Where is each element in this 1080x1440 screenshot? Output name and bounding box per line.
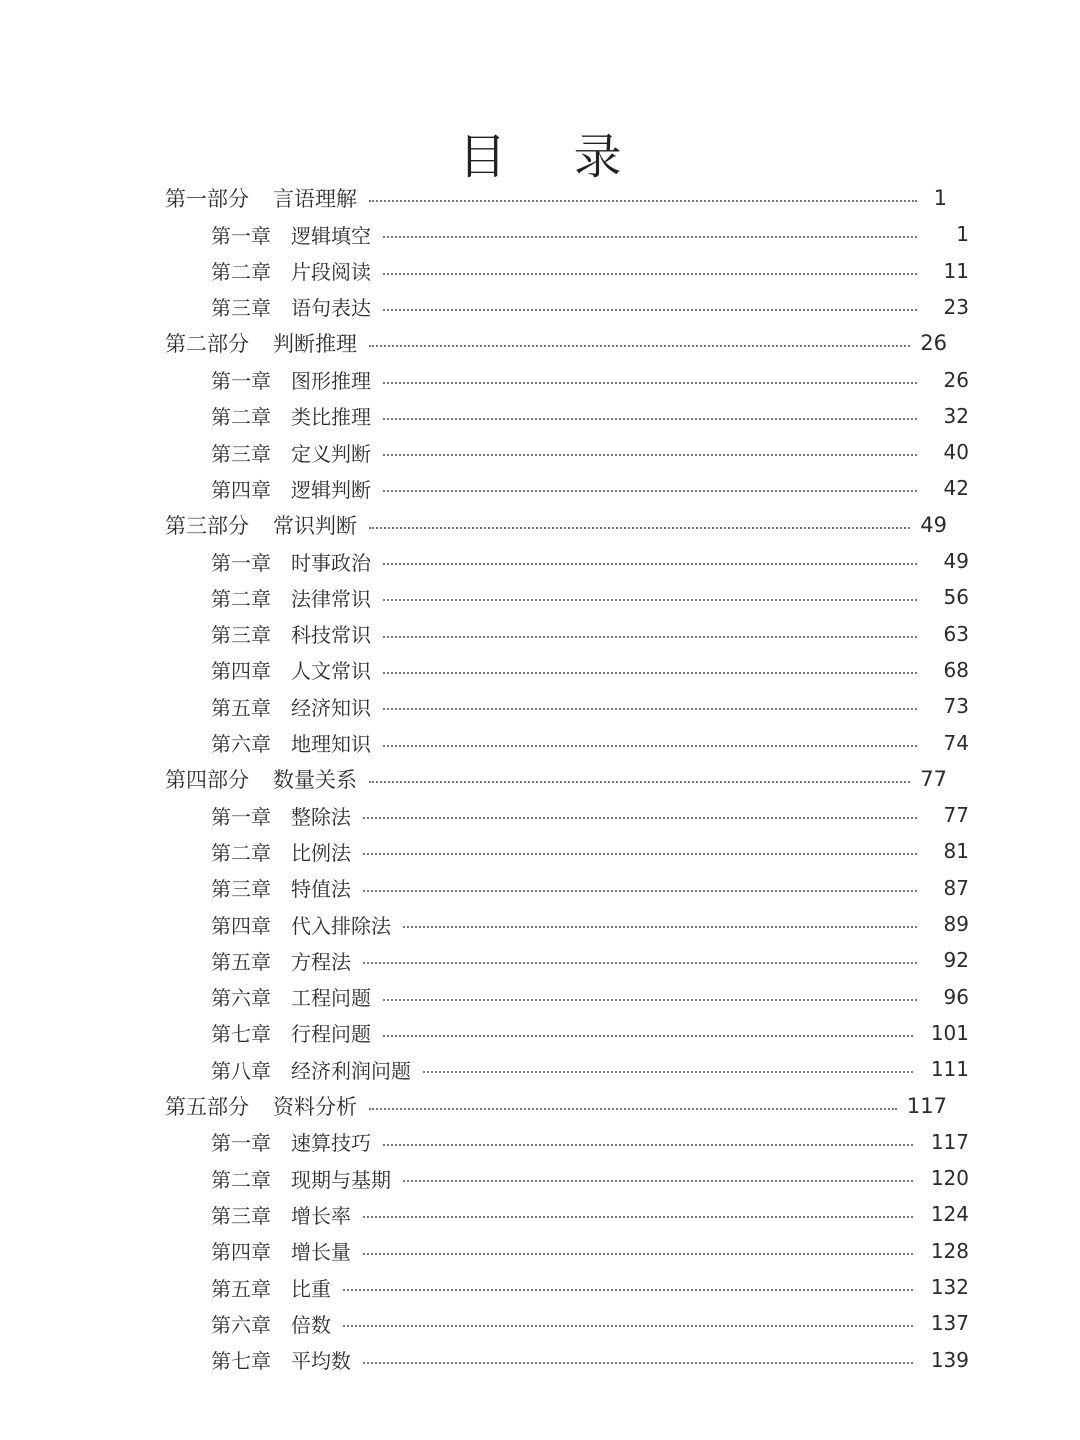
entry-title: 行程问题 [291, 1022, 371, 1047]
entry-title: 科技常识 [291, 623, 371, 648]
entry-title: 速算技巧 [291, 1131, 371, 1156]
toc-chapter-entry[interactable] [211, 1051, 969, 1087]
entry-number: 第三部分 [165, 513, 249, 538]
dot-leader [369, 1108, 897, 1110]
dot-leader [369, 527, 910, 529]
entry-number: 第二章 [211, 260, 271, 285]
toc-chapter-entry[interactable] [211, 216, 969, 252]
entry-page-number: 77 [920, 766, 947, 791]
entry-number: 第一章 [211, 1131, 271, 1156]
entry-number: 第六章 [211, 986, 271, 1011]
entry-title: 比例法 [291, 840, 351, 865]
entry-page-number: 117 [930, 1129, 969, 1154]
dot-leader [363, 1216, 913, 1218]
entry-page-number: 92 [943, 948, 969, 973]
entry-number: 第三章 [211, 441, 271, 466]
entry-page-number: 87 [943, 875, 969, 900]
toc-part-entry[interactable] [165, 1088, 947, 1124]
entry-number: 第二章 [211, 1167, 271, 1192]
dot-leader [363, 1253, 913, 1255]
entry-page-number: 23 [943, 294, 969, 319]
entry-number: 第四章 [211, 913, 271, 938]
entry-page-number: 40 [943, 440, 969, 465]
dot-leader [343, 1289, 913, 1291]
entry-number: 第四章 [211, 659, 271, 684]
entry-page-number: 11 [943, 258, 969, 283]
dot-leader [383, 1035, 913, 1037]
entry-page-number: 111 [930, 1057, 969, 1082]
entry-title: 逻辑填空 [291, 223, 371, 248]
toc-chapter-entry[interactable] [211, 1124, 969, 1160]
entry-page-number: 68 [943, 657, 969, 682]
toc-chapter-entry[interactable] [211, 543, 969, 579]
entry-number: 第一章 [211, 223, 271, 248]
dot-leader [369, 200, 917, 202]
page-title: 目 录 [458, 129, 648, 185]
entry-title: 法律常识 [291, 586, 371, 611]
toc-chapter-entry[interactable] [211, 797, 969, 833]
dot-leader [383, 999, 917, 1001]
entry-title: 地理知识 [291, 732, 371, 756]
dot-leader [383, 236, 917, 238]
dot-leader [363, 962, 917, 964]
dot-leader [383, 490, 917, 492]
entry-title: 判断推理 [273, 332, 357, 357]
entry-title: 经济知识 [291, 695, 371, 720]
entry-number: 第三章 [211, 877, 271, 902]
entry-page-number: 49 [943, 549, 969, 573]
entry-page-number: 56 [943, 585, 969, 610]
dot-leader [383, 309, 917, 311]
entry-title: 资料分析 [273, 1094, 357, 1119]
entry-number: 第三章 [211, 1203, 271, 1228]
toc-chapter-entry[interactable] [211, 652, 969, 688]
entry-page-number: 81 [943, 839, 969, 864]
entry-title: 常识判断 [273, 513, 357, 538]
toc-chapter-entry[interactable] [211, 289, 969, 325]
entry-number: 第六章 [211, 1312, 271, 1337]
entry-title: 时事政治 [291, 550, 371, 575]
dot-leader [363, 853, 917, 855]
toc-chapter-entry[interactable] [211, 1233, 969, 1269]
entry-title: 经济利润问题 [291, 1058, 411, 1083]
entry-title: 言语理解 [273, 187, 357, 211]
entry-title: 语句表达 [291, 296, 371, 321]
entry-number: 第七章 [211, 1349, 271, 1374]
entry-number: 第五章 [211, 1276, 271, 1301]
toc-chapter-entry[interactable] [211, 616, 969, 652]
toc-part-entry[interactable] [165, 761, 947, 797]
entry-number: 第四章 [211, 1240, 271, 1265]
entry-title: 类比推理 [291, 405, 371, 430]
toc-chapter-entry[interactable] [211, 1015, 969, 1051]
entry-title: 图形推理 [291, 369, 371, 393]
entry-page-number: 26 [920, 331, 947, 356]
entry-page-number: 49 [920, 512, 947, 537]
dot-leader [383, 382, 917, 384]
entry-page-number: 63 [943, 621, 969, 646]
toc-chapter-entry[interactable] [211, 1342, 969, 1378]
entry-number: 第四部分 [165, 767, 249, 792]
dot-leader [383, 563, 917, 565]
entry-page-number: 137 [930, 1311, 969, 1336]
entry-number: 第二章 [211, 586, 271, 611]
entry-page-number: 1 [933, 186, 947, 210]
dot-leader [343, 1325, 913, 1327]
toc-chapter-entry[interactable] [211, 942, 969, 978]
dot-leader [363, 890, 917, 892]
entry-number: 第八章 [211, 1058, 271, 1083]
toc-chapter-entry[interactable] [211, 434, 969, 470]
entry-page-number: 139 [930, 1347, 969, 1372]
entry-number: 第一部分 [165, 187, 249, 211]
entry-number: 第一章 [211, 369, 271, 393]
entry-page-number: 42 [943, 476, 969, 501]
dot-leader [403, 926, 917, 928]
entry-page-number: 26 [943, 367, 969, 392]
entry-page-number: 128 [930, 1238, 969, 1263]
dot-leader [383, 418, 917, 420]
toc-chapter-entry[interactable] [211, 253, 969, 289]
entry-title: 工程问题 [291, 986, 371, 1011]
dot-leader [363, 1362, 913, 1364]
toc-chapter-entry[interactable] [211, 725, 969, 761]
entry-number: 第二部分 [165, 332, 249, 357]
dot-leader [383, 1144, 913, 1146]
entry-page-number: 96 [943, 984, 969, 1009]
toc-chapter-entry[interactable] [211, 979, 969, 1015]
toc-chapter-entry[interactable] [211, 470, 969, 506]
dot-leader [383, 599, 917, 601]
entry-title: 人文常识 [291, 659, 371, 684]
entry-title: 数量关系 [273, 767, 357, 792]
entry-number: 第二章 [211, 405, 271, 430]
toc-part-entry[interactable] [165, 507, 947, 543]
entry-title: 倍数 [291, 1312, 331, 1337]
dot-leader [423, 1071, 913, 1073]
entry-title: 特值法 [291, 877, 351, 902]
entry-title: 片段阅读 [291, 260, 371, 285]
toc-chapter-entry[interactable] [211, 1160, 969, 1196]
entry-title: 定义判断 [291, 441, 371, 466]
entry-title: 比重 [291, 1276, 331, 1301]
entry-title: 方程法 [291, 949, 351, 974]
dot-leader [383, 745, 917, 747]
entry-title: 逻辑判断 [291, 477, 371, 502]
toc-chapter-entry[interactable] [211, 398, 969, 434]
entry-page-number: 120 [930, 1166, 969, 1191]
entry-number: 第一章 [211, 804, 271, 829]
entry-number: 第六章 [211, 732, 271, 756]
entry-number: 第五章 [211, 949, 271, 974]
entry-title: 整除法 [291, 804, 351, 829]
entry-title: 增长率 [291, 1203, 351, 1228]
entry-page-number: 74 [943, 730, 969, 755]
entry-title: 现期与基期 [291, 1167, 391, 1192]
entry-number: 第五部分 [165, 1094, 249, 1119]
dot-leader [383, 708, 917, 710]
dot-leader [363, 817, 917, 819]
entry-page-number: 1 [956, 222, 969, 247]
entry-number: 第七章 [211, 1022, 271, 1047]
toc-chapter-entry[interactable] [211, 688, 969, 724]
entry-title: 代入排除法 [291, 913, 391, 938]
dot-leader [383, 672, 917, 674]
toc-chapter-entry[interactable] [211, 1305, 969, 1341]
dot-leader [383, 636, 917, 638]
toc-part-entry[interactable] [165, 180, 947, 216]
toc-chapter-entry[interactable] [211, 906, 969, 942]
dot-leader [403, 1180, 913, 1182]
entry-number: 第一章 [211, 550, 271, 575]
toc-chapter-entry[interactable] [211, 362, 969, 398]
toc-chapter-entry[interactable] [211, 579, 969, 615]
entry-page-number: 124 [930, 1202, 969, 1227]
entry-page-number: 77 [943, 803, 969, 828]
entry-title: 增长量 [291, 1240, 351, 1265]
entry-title: 平均数 [291, 1349, 351, 1374]
toc-chapter-entry[interactable] [211, 870, 969, 906]
toc-part-entry[interactable] [165, 325, 947, 361]
dot-leader [369, 781, 910, 783]
entry-page-number: 89 [943, 912, 969, 936]
entry-number: 第四章 [211, 477, 271, 502]
entry-page-number: 73 [943, 694, 969, 719]
entry-page-number: 117 [906, 1093, 947, 1118]
toc-chapter-entry[interactable] [211, 1196, 969, 1232]
entry-number: 第三章 [211, 296, 271, 321]
entry-page-number: 101 [930, 1020, 969, 1045]
entry-page-number: 132 [930, 1275, 969, 1299]
entry-number: 第三章 [211, 623, 271, 648]
dot-leader [369, 345, 910, 347]
toc-chapter-entry[interactable] [211, 833, 969, 869]
entry-page-number: 32 [943, 403, 969, 428]
entry-number: 第五章 [211, 695, 271, 720]
entry-number: 第二章 [211, 840, 271, 865]
toc-chapter-entry[interactable] [211, 1269, 969, 1305]
dot-leader [383, 273, 917, 275]
dot-leader [383, 454, 917, 456]
